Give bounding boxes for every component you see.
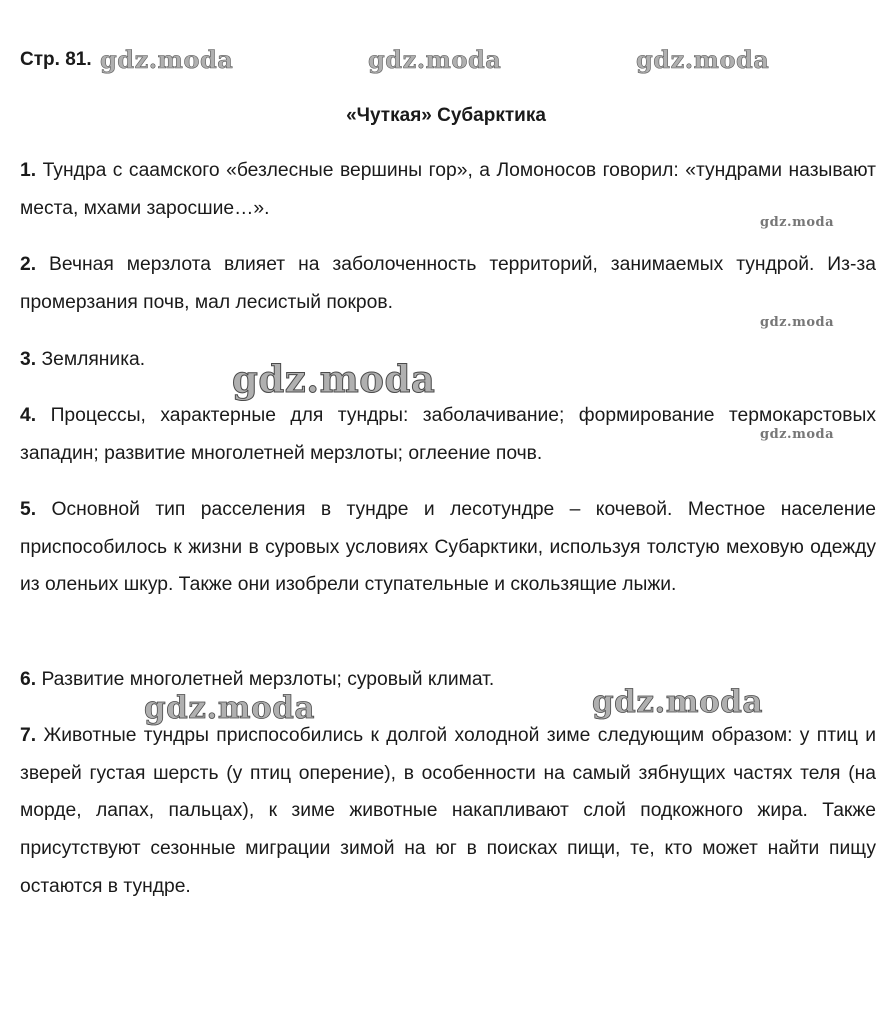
watermark-logo: gdz.moda	[760, 315, 835, 330]
answer-item	[20, 491, 876, 604]
watermark-logo: gdz.moda	[144, 690, 315, 726]
answer-number: 5.	[20, 499, 37, 520]
document-title: «Чуткая» Субарктика	[346, 105, 546, 126]
watermark-logo: gdz.moda	[232, 357, 436, 401]
answer-number: 2.	[20, 254, 37, 275]
answer-number: 4.	[20, 405, 37, 426]
watermark-logo: gdz.moda	[760, 215, 835, 230]
watermark-logo: gdz.moda	[636, 45, 770, 74]
answer-item	[20, 246, 876, 321]
answer-text: Развитие многолетней мерзлоты; суровый климат.	[41, 669, 495, 690]
watermark-logo: gdz.moda	[100, 45, 234, 74]
answer-number: 7.	[20, 725, 37, 746]
answer-text: Процессы, характерные для тундры: заболачивание; формирование термокарстовых западин; развитие многолетней мерзлоты; оглеение почв.	[20, 405, 876, 464]
answer-number: 3.	[20, 349, 37, 370]
answer-number: 1.	[20, 160, 37, 181]
watermark-logo: gdz.moda	[368, 45, 502, 74]
answer-text: Земляника.	[41, 349, 146, 370]
answer-item	[20, 661, 876, 699]
answer-item	[20, 397, 876, 472]
watermark-logo: gdz.moda	[760, 427, 835, 442]
answer-number: 6.	[20, 669, 37, 690]
answer-text: Вечная мерзлота влияет на заболоченность территорий, занимаемых тундрой. Из-за промерзания почв, мал лесистый покров.	[20, 254, 876, 313]
answer-item	[20, 341, 876, 379]
answer-text: Основной тип расселения в тундре и лесотундре – кочевой. Местное население приспособилось к жизни в суровых условиях Субарктики, используя толстую меховую одежду из оленьих шкур. Также они изобрели ступательные и скользящие лыжи.	[20, 499, 877, 596]
answer-text: Животные тундры приспособились к долгой холодной зиме следующим образом: у птиц и зверей густая шерсть (у птиц оперение), в особенности на самый зябнущих частях теля (на морде, лапах, пальцах), к зиме животные накапливают слой подкожного жира. Также присутствуют сезонные миграции зимой на юг в поисках пищи, те, кто может найти пищу остаются в тундре.	[20, 725, 877, 897]
page-number-label: Стр. 81.	[20, 49, 92, 70]
answer-item	[20, 152, 876, 227]
answer-item	[20, 717, 876, 906]
answer-text: Тундра с саамского «безлесные вершины гор», а Ломоносов говорил: «тундрами называют места, мхами заросшие…».	[20, 160, 877, 219]
watermark-logo: gdz.moda	[592, 684, 763, 720]
